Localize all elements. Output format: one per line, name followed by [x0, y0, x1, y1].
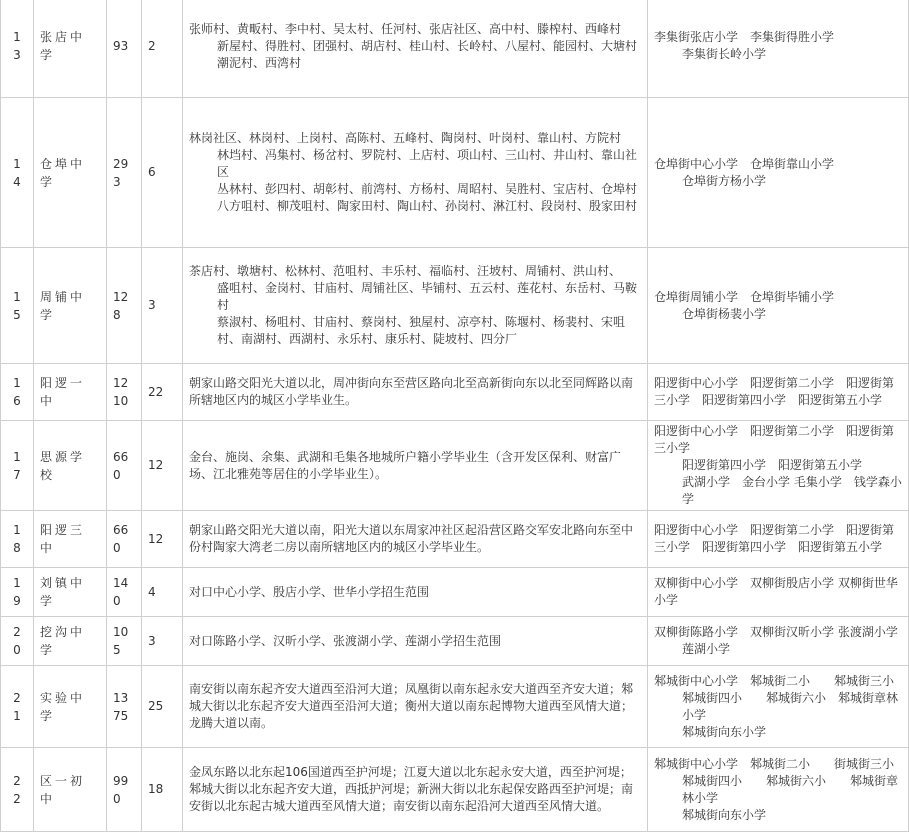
area-text-line: 南安街以南东起齐安大道西至沿河大道；凤凰街以南东起永安大道西至齐安大道；邾城大街以北东起齐安大道西至沿河大道；衡州大道以南东起博物大道西至风情大道；龙腾大道以南。	[189, 682, 634, 730]
row-number-cell-text: 15	[13, 289, 21, 322]
row-number-cell	[1, 617, 34, 666]
school-name-cell	[34, 98, 107, 248]
primary-schools-cell	[648, 666, 909, 748]
row-number-cell	[1, 364, 34, 421]
school-name-cell	[34, 248, 107, 364]
table-row	[1, 364, 909, 421]
area-text-line: 林岗社区、林岗村、上岗村、高陈村、五峰村、陶岗村、叶岗村、靠山村、方院村	[189, 131, 622, 145]
class-count-cell-text: 25	[148, 699, 164, 713]
primary-school-line: 双柳街中心小学 双柳街殷店小学 双柳街世华小学	[654, 576, 898, 607]
class-count-cell-text: 6	[148, 165, 156, 179]
student-count-cell-text: 660	[113, 449, 129, 482]
row-number-cell-text: 14	[13, 156, 21, 189]
row-number-cell-text: 20	[13, 625, 21, 657]
school-name-cell	[34, 568, 107, 617]
class-count-cell	[142, 421, 183, 511]
class-count-cell	[142, 748, 183, 832]
enrollment-area-cell	[183, 617, 648, 666]
enrollment-area-cell	[183, 511, 648, 568]
primary-school-line: 阳逻街中心小学 阳逻街第二小学 阳逻街第三小学 阳逻街第四小学 阳逻街第五小学	[654, 376, 895, 407]
student-count-cell	[107, 98, 142, 248]
student-count-cell	[107, 511, 142, 568]
student-count-cell-text: 140	[113, 576, 129, 608]
school-name-cell	[34, 748, 107, 832]
student-count-cell	[107, 617, 142, 666]
area-text-line: 金凤东路以北东起106国道西至护河堤；江夏大道以北东起永安大道，西至护河堤；邾城大街以北东起齐安大道，西抵护河堤；新洲大街以北东起保安路西至护河堤；南安街以北东起古城大道西至风情大道；南安街以南东起沿河大道西至风情大道。	[189, 765, 634, 813]
class-count-cell-text: 22	[148, 384, 164, 399]
table-row	[1, 98, 909, 248]
area-text-line: 林垱村、冯集村、杨岔村、罗院村、上店村、项山村、三山村、井山村、靠山社区	[217, 148, 638, 179]
area-text-line: 朝家山路交阳光大道以南，阳光大道以东周家冲社区起沿营区路交军安北路向东至中份村陶家大湾老二房以南所辖地区内的城区小学毕业生。	[189, 523, 634, 554]
primary-school-line: 邾城街四小 邾城街六小 邾城街章林小学	[682, 690, 899, 722]
row-number-cell-text: 19	[13, 576, 21, 608]
row-number-cell	[1, 0, 34, 98]
enrollment-area-cell	[183, 98, 648, 248]
enrollment-area-cell	[183, 568, 648, 617]
primary-school-line: 阳逻街第四小学 阳逻街第五小学	[682, 458, 863, 472]
class-count-cell-text: 18	[148, 782, 164, 796]
primary-school-line: 李集街长岭小学	[682, 47, 767, 61]
primary-school-line: 仓埠街中心小学 仓埠街靠山小学	[654, 156, 835, 171]
student-count-cell-text: 293	[113, 156, 129, 189]
primary-schools-cell	[648, 421, 909, 511]
table-row	[1, 0, 909, 98]
enrollment-area-cell	[183, 421, 648, 511]
area-text-line: 张师村、黄畈村、李中村、吴太村、任河村、张店社区、高中村、滕榨村、西峰村	[189, 21, 622, 36]
table-row	[1, 748, 909, 832]
row-number-cell	[1, 748, 34, 832]
area-text-line: 潮泥村、西湾村	[217, 55, 302, 70]
class-count-cell-text: 4	[148, 584, 156, 599]
primary-school-line: 邾城街四小 邾城街六小 邾城街章林小学	[682, 773, 899, 805]
table-body	[1, 0, 909, 832]
table-row	[1, 248, 909, 364]
row-number-cell	[1, 248, 34, 364]
class-count-cell	[142, 364, 183, 421]
row-number-cell-text: 16	[13, 376, 21, 408]
row-number-cell-text: 17	[13, 449, 21, 482]
primary-schools-cell	[648, 248, 909, 364]
student-count-cell	[107, 421, 142, 511]
student-count-cell	[107, 0, 142, 98]
student-count-cell-text: 93	[113, 39, 129, 53]
enrollment-area-cell	[183, 0, 648, 98]
school-name-cell-text: 阳逻三中	[40, 523, 86, 555]
primary-schools-cell	[648, 748, 909, 832]
school-name-cell-text: 阳逻一中	[40, 376, 86, 408]
area-text-line: 盛咀村、金岗村、甘庙村、周铺社区、毕铺村、五云村、莲花村、东岳村、马鞍村	[217, 281, 638, 312]
class-count-cell	[142, 617, 183, 666]
enrollment-area-cell	[183, 364, 648, 421]
primary-school-line: 武湖小学 金台小学 毛集小学 钱学森小学	[682, 475, 902, 506]
class-count-cell-text: 12	[148, 458, 164, 472]
row-number-cell-text: 21	[13, 690, 21, 723]
table-row	[1, 511, 909, 568]
student-count-cell-text: 105	[113, 625, 129, 657]
primary-school-line: 邾城街向东小学	[682, 724, 767, 739]
primary-school-line: 仓埠街方杨小学	[682, 173, 767, 188]
student-count-cell	[107, 666, 142, 748]
primary-schools-cell	[648, 568, 909, 617]
student-count-cell	[107, 568, 142, 617]
student-count-cell-text: 1375	[113, 690, 129, 723]
row-number-cell-text: 22	[13, 773, 21, 806]
student-count-cell-text: 660	[113, 523, 129, 555]
area-text-line: 金台、施岗、余集、武湖和毛集各地城所户籍小学毕业生（含开发区保利、财富广场、江北雅苑等居住的小学毕业生）。	[189, 449, 622, 481]
school-name-cell	[34, 617, 107, 666]
area-text-line: 丛林村、彭四村、胡彰村、前湾村、方杨村、周昭村、吴胜村、宝店村、仓埠村	[217, 182, 638, 196]
table-row	[1, 568, 909, 617]
row-number-cell-text: 18	[13, 523, 21, 555]
primary-school-line: 阳逻街中心小学 阳逻街第二小学 阳逻街第三小学 阳逻街第四小学 阳逻街第五小学	[654, 523, 895, 554]
class-count-cell-text: 12	[148, 531, 164, 546]
primary-school-line: 邾城街中心小学 邾城街二小 街城街三小	[654, 756, 895, 771]
area-text-line: 新屋村、得胜村、团强村、胡店村、桂山村、长岭村、八屋村、能园村、大塘村	[217, 38, 638, 53]
school-name-cell-text: 区一初中	[40, 773, 86, 806]
enrollment-area-cell	[183, 248, 648, 364]
school-name-cell	[34, 0, 107, 98]
primary-school-line: 阳逻街中心小学 阳逻街第二小学 阳逻街第三小学	[654, 424, 895, 455]
primary-schools-cell	[648, 617, 909, 666]
area-text-line: 对口陈路小学、汉昕小学、张渡湖小学、莲湖小学招生范围	[189, 633, 502, 648]
student-count-cell-text: 128	[113, 289, 129, 322]
school-name-cell	[34, 364, 107, 421]
school-name-cell-text: 挖沟中学	[40, 625, 86, 657]
primary-school-line: 仓埠街杨裴小学	[682, 306, 767, 321]
row-number-cell	[1, 511, 34, 568]
student-count-cell	[107, 748, 142, 832]
row-number-cell	[1, 666, 34, 748]
primary-schools-cell	[648, 364, 909, 421]
school-name-cell	[34, 666, 107, 748]
school-name-cell-text: 仓埠中学	[40, 156, 86, 189]
class-count-cell-text: 3	[148, 298, 156, 312]
class-count-cell	[142, 0, 183, 98]
row-number-cell-text: 13	[13, 30, 21, 62]
student-count-cell-text: 990	[113, 773, 129, 806]
table-row	[1, 421, 909, 511]
area-text-line: 茶店村、墩塘村、松林村、范咀村、丰乐村、福临村、汪坡村、周铺村、洪山村、	[189, 264, 622, 278]
primary-schools-cell	[648, 511, 909, 568]
student-count-cell	[107, 364, 142, 421]
school-name-cell-text: 刘镇中学	[40, 576, 86, 608]
primary-school-line: 邾城街向东小学	[682, 807, 767, 822]
enrollment-area-cell	[183, 666, 648, 748]
row-number-cell	[1, 421, 34, 511]
class-count-cell-text: 2	[148, 38, 156, 53]
school-name-cell	[34, 421, 107, 511]
primary-schools-cell	[648, 98, 909, 248]
school-name-cell-text: 周铺中学	[40, 289, 86, 322]
student-count-cell-text: 1210	[113, 376, 129, 408]
class-count-cell	[142, 98, 183, 248]
table-row	[1, 666, 909, 748]
school-name-cell-text: 思源学校	[40, 449, 86, 482]
area-text-line: 朝家山路交阳光大道以北，周冲街向东至营区路向北至高新街向东以北至同辉路以南所辖地区内的城区小学毕业生。	[189, 376, 634, 407]
enrollment-area-cell	[183, 748, 648, 832]
primary-school-line: 李集街张店小学 李集街得胜小学	[654, 30, 835, 44]
area-text-line: 蔡淑村、杨咀村、甘庙村、蔡岗村、独屋村、凉亭村、陈堰村、杨裴村、宋咀村、南湖村、西湖村、永乐村、康乐村、陡坡村、四分厂	[217, 315, 626, 346]
primary-school-line: 邾城街中心小学 邾城街二小 邾城街三小	[654, 673, 895, 688]
row-number-cell	[1, 568, 34, 617]
class-count-cell	[142, 248, 183, 364]
primary-schools-cell	[648, 0, 909, 98]
class-count-cell-text: 3	[148, 633, 156, 648]
table-row	[1, 617, 909, 666]
class-count-cell	[142, 511, 183, 568]
area-text-line: 对口中心小学、殷店小学、世华小学招生范围	[189, 584, 430, 599]
school-name-cell-text: 实验中学	[40, 690, 86, 723]
area-text-line: 八方咀村、柳茂咀村、陶家田村、陶山村、孙岗村、淋江村、段岗村、殷家田村	[217, 199, 638, 213]
primary-school-line: 莲湖小学	[682, 642, 731, 656]
primary-school-line: 仓埠街周铺小学 仓埠街毕铺小学	[654, 289, 835, 304]
row-number-cell	[1, 98, 34, 248]
class-count-cell	[142, 568, 183, 617]
school-name-cell	[34, 511, 107, 568]
school-name-cell-text: 张店中学	[40, 30, 86, 62]
class-count-cell	[142, 666, 183, 748]
primary-school-line: 双柳街陈路小学 双柳街汉昕小学 张渡湖小学	[654, 625, 898, 639]
student-count-cell	[107, 248, 142, 364]
